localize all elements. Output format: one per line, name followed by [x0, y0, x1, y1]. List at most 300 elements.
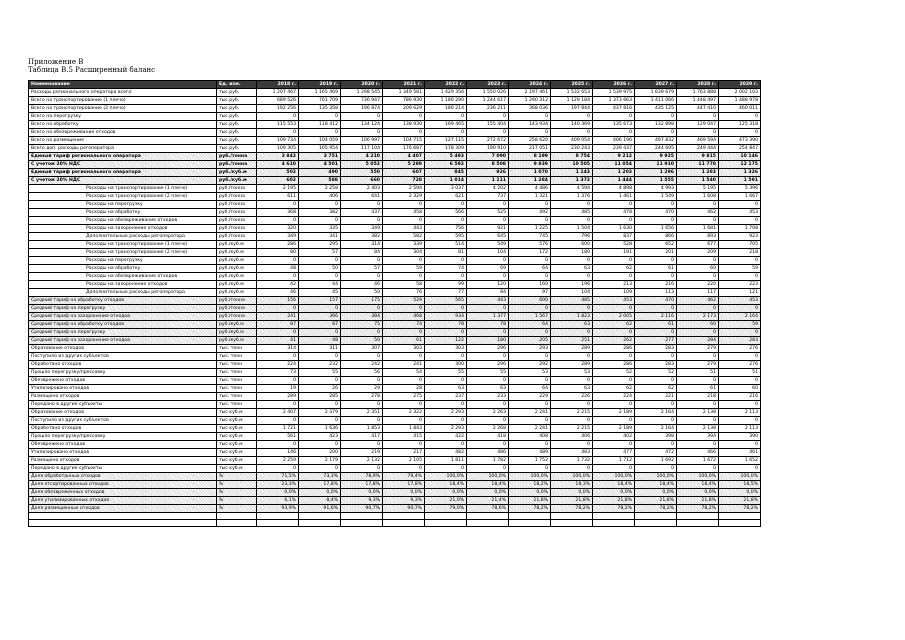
- row-unit: тыс.руб.: [217, 129, 257, 137]
- row-label: С учетом 20% НДС: [29, 177, 217, 185]
- cell-value: 0: [299, 305, 341, 313]
- cell-value: 74: [383, 321, 425, 329]
- row-label: Обработано отходов: [29, 425, 217, 433]
- cell-value: 5 195: [677, 185, 719, 193]
- cell-value: 460 011: [719, 105, 761, 113]
- cell-value: 0: [719, 377, 761, 385]
- row-label: Расходы на обработку: [29, 209, 217, 217]
- cell-value: 74: [425, 265, 467, 273]
- cell-value: 51: [719, 369, 761, 377]
- cell-value: 197 844: [551, 105, 593, 113]
- cell-value: 276: [719, 361, 761, 369]
- cell-value: 2 263: [467, 409, 509, 417]
- table-row: [29, 281, 761, 289]
- cell-value: 99: [425, 281, 467, 289]
- cell-value: 0: [467, 305, 509, 313]
- row-unit: тыс.руб.: [217, 145, 257, 153]
- cell-value: 1 532 653: [551, 89, 593, 97]
- row-label: Расходы на обезвреживание отходов: [29, 273, 217, 281]
- cell-value: 0: [467, 401, 509, 409]
- cell-value: 0: [299, 417, 341, 425]
- balance-table: [28, 80, 761, 527]
- cell-value: 0: [635, 377, 677, 385]
- cell-value: 0: [719, 441, 761, 449]
- cell-value: 0: [257, 329, 299, 337]
- table-row: [29, 129, 761, 137]
- empty-cell: [635, 520, 677, 527]
- cell-value: 190 910: [467, 145, 509, 153]
- cell-value: 6 592: [425, 161, 467, 169]
- table-row: [29, 441, 761, 449]
- cell-value: 368 036: [509, 105, 551, 113]
- cell-value: 258 620: [509, 137, 551, 145]
- column-header: 2027 г.: [635, 81, 677, 89]
- cell-value: 737: [467, 193, 509, 201]
- cell-value: 0: [593, 257, 635, 265]
- cell-value: 224: [257, 361, 299, 369]
- table-row: [29, 425, 761, 433]
- cell-value: 0: [551, 401, 593, 409]
- cell-value: 78: [467, 321, 509, 329]
- cell-value: 1 504: [551, 225, 593, 233]
- appendix-label: Приложение В: [28, 58, 84, 66]
- cell-value: 443: [467, 297, 509, 305]
- cell-value: 1 296: [635, 169, 677, 177]
- cell-value: 565: [425, 297, 467, 305]
- cell-value: 109 734: [257, 137, 299, 145]
- row-unit: руб./тонна: [217, 233, 257, 241]
- cell-value: 4 993: [635, 185, 677, 193]
- cell-value: 2 002 103: [719, 89, 761, 97]
- cell-value: 63: [551, 321, 593, 329]
- cell-value: 0,0%: [509, 489, 551, 497]
- cell-value: 7 090: [467, 153, 509, 161]
- cell-value: 180: [551, 249, 593, 257]
- cell-value: 1 811: [425, 457, 467, 465]
- row-unit: тыс. тонн: [217, 353, 257, 361]
- cell-value: 2 113: [719, 425, 761, 433]
- cell-value: 180 214: [425, 105, 467, 113]
- cell-value: 289: [551, 345, 593, 353]
- cell-value: 0: [257, 273, 299, 281]
- empty-cell: [551, 513, 593, 520]
- cell-value: 0: [551, 441, 593, 449]
- cell-value: 0,0%: [467, 489, 509, 497]
- cell-value: 0: [467, 257, 509, 265]
- cell-value: 1 111: [467, 177, 509, 185]
- cell-value: 289: [551, 361, 593, 369]
- cell-value: 339: [383, 241, 425, 249]
- cell-value: 62: [635, 385, 677, 393]
- cell-value: 2 241: [509, 425, 551, 433]
- cell-value: 62: [593, 321, 635, 329]
- cell-value: 275: [383, 393, 425, 401]
- cell-value: 78,2%: [509, 505, 551, 513]
- cell-value: 0: [719, 417, 761, 425]
- cell-value: 1 014: [425, 177, 467, 185]
- cell-value: 0: [467, 329, 509, 337]
- cell-value: 796: [551, 233, 593, 241]
- cell-value: 1 608: [677, 193, 719, 201]
- table-row: [29, 449, 761, 457]
- cell-value: 76: [383, 289, 425, 297]
- cell-value: 117 104: [341, 145, 383, 153]
- cell-value: 384: [341, 313, 383, 321]
- cell-value: 51: [677, 369, 719, 377]
- cell-value: 705: [719, 241, 761, 249]
- cell-value: 1 461: [593, 193, 635, 201]
- cell-value: 100,0%: [551, 473, 593, 481]
- row-label: Поступило из других субъектов: [29, 417, 217, 425]
- cell-value: 485: [551, 209, 593, 217]
- cell-value: 1 165 469: [299, 89, 341, 97]
- cell-value: 230 243: [551, 145, 593, 153]
- cell-value: 600: [509, 297, 551, 305]
- cell-value: 249 444: [677, 145, 719, 153]
- cell-value: 335: [299, 225, 341, 233]
- cell-value: 0: [677, 377, 719, 385]
- cell-value: 4 210: [341, 153, 383, 161]
- cell-value: 1 129 184: [551, 97, 593, 105]
- cell-value: 2 116: [635, 313, 677, 321]
- cell-value: 528: [593, 241, 635, 249]
- row-label: Расходы на транспортирование (1 плечо): [29, 185, 217, 193]
- row-label: Средний тариф на обработку отходов: [29, 321, 217, 329]
- cell-value: 93,9%: [257, 505, 299, 513]
- cell-value: 97: [509, 289, 551, 297]
- table-row: [29, 377, 761, 385]
- cell-value: 100,0%: [593, 473, 635, 481]
- row-unit: тыс.руб.: [217, 97, 257, 105]
- cell-value: 1 555: [635, 177, 677, 185]
- empty-cell: [257, 513, 299, 520]
- cell-value: 196: [551, 281, 593, 289]
- cell-value: 588: [299, 177, 341, 185]
- cell-value: 1 823: [551, 313, 593, 321]
- row-unit: тыс.руб.: [217, 89, 257, 97]
- cell-value: 0: [509, 217, 551, 225]
- row-unit: тыс.куб.м: [217, 457, 257, 465]
- table-row: [29, 409, 761, 417]
- cell-value: 437: [341, 209, 383, 217]
- cell-value: 0: [551, 201, 593, 209]
- table-row: [29, 265, 761, 273]
- row-unit: руб./тонна: [217, 313, 257, 321]
- cell-value: 866: [635, 233, 677, 241]
- table-row: [29, 233, 761, 241]
- cell-value: 78,2%: [677, 505, 719, 513]
- cell-value: 408: [509, 433, 551, 441]
- cell-value: 4 486: [509, 185, 551, 193]
- column-header: Наименование: [29, 81, 217, 89]
- cell-value: 18,4%: [593, 481, 635, 489]
- cell-value: 0: [635, 417, 677, 425]
- cell-value: 127 115: [425, 137, 467, 145]
- table-row: [29, 89, 761, 97]
- row-label: Всего на транспортирование (1 плечо): [29, 97, 217, 105]
- row-unit: %: [217, 481, 257, 489]
- cell-value: 1 782: [467, 457, 509, 465]
- cell-value: 2 258: [299, 185, 341, 193]
- cell-value: 0: [467, 417, 509, 425]
- row-label: Доля размещенных отходов: [29, 505, 217, 513]
- table-caption: Таблица В.5 Расширенный баланс: [28, 66, 156, 74]
- cell-value: 276: [719, 345, 761, 353]
- cell-value: 9 839: [509, 161, 551, 169]
- cell-value: 0: [467, 353, 509, 361]
- cell-value: 2 322: [383, 409, 425, 417]
- cell-value: 63: [425, 385, 467, 393]
- row-label: Утилизировано отходов: [29, 385, 217, 393]
- cell-value: 125 318: [719, 121, 761, 129]
- row-label: Расходы на захоронение отходов: [29, 281, 217, 289]
- cell-value: 209: [677, 249, 719, 257]
- row-label: Доля отсортированных отходов: [29, 481, 217, 489]
- cell-value: 689 526: [257, 97, 299, 105]
- cell-value: 2 379: [299, 409, 341, 417]
- cell-value: 196 874: [341, 105, 383, 113]
- cell-value: 0: [635, 465, 677, 473]
- column-header: 2018 г.: [257, 81, 299, 89]
- cell-value: 283: [635, 345, 677, 353]
- cell-value: 0,0%: [635, 489, 677, 497]
- table-row: [29, 169, 761, 177]
- cell-value: 169 465: [425, 121, 467, 129]
- cell-value: 62: [593, 265, 635, 273]
- cell-value: 0: [341, 377, 383, 385]
- cell-value: 78,6%: [467, 505, 509, 513]
- cell-value: 482: [425, 449, 467, 457]
- cell-value: 641: [341, 193, 383, 201]
- cell-value: 100,0%: [719, 473, 761, 481]
- cell-value: 0: [425, 329, 467, 337]
- cell-value: 9 815: [677, 153, 719, 161]
- cell-value: 1 326: [719, 169, 761, 177]
- cell-value: 213: [593, 281, 635, 289]
- cell-value: 1 667: [719, 193, 761, 201]
- cell-value: 0: [509, 401, 551, 409]
- cell-value: 160: [509, 281, 551, 289]
- cell-value: 178 309: [425, 145, 467, 153]
- cell-value: 157: [299, 297, 341, 305]
- cell-value: 104: [551, 289, 593, 297]
- cell-value: 201: [635, 249, 677, 257]
- cell-value: 1 244 617: [467, 97, 509, 105]
- cell-value: 660: [341, 177, 383, 185]
- cell-value: 23,3%: [257, 481, 299, 489]
- cell-value: 0: [425, 401, 467, 409]
- cell-value: 17,8%: [341, 481, 383, 489]
- table-row: [29, 497, 761, 505]
- cell-value: 52: [635, 369, 677, 377]
- cell-value: 0: [719, 201, 761, 209]
- cell-value: 10 505: [551, 161, 593, 169]
- cell-value: 0: [635, 113, 677, 121]
- table-row: [29, 145, 761, 153]
- cell-value: 57: [299, 249, 341, 257]
- cell-value: 0: [341, 329, 383, 337]
- table-row: [29, 241, 761, 249]
- cell-value: 60: [677, 321, 719, 329]
- cell-value: 2 132: [341, 457, 383, 465]
- empty-row: [29, 520, 761, 527]
- cell-value: 9,3%: [383, 497, 425, 505]
- column-header: 2029 г.: [719, 81, 761, 89]
- cell-value: 1 290 312: [509, 97, 551, 105]
- cell-value: 349: [341, 225, 383, 233]
- table-row: [29, 321, 761, 329]
- cell-value: 0: [425, 129, 467, 137]
- cell-value: 923: [719, 233, 761, 241]
- cell-value: 1 284: [509, 177, 551, 185]
- cell-value: 0: [593, 377, 635, 385]
- cell-value: 489: [509, 449, 551, 457]
- row-label: Дополнительные расходы регоператора: [29, 233, 217, 241]
- cell-value: 115 553: [257, 121, 299, 129]
- cell-value: 0: [341, 465, 383, 473]
- cell-value: 8 508: [467, 161, 509, 169]
- cell-value: 90,7%: [341, 505, 383, 513]
- cell-value: 221: [635, 393, 677, 401]
- cell-value: 0: [509, 465, 551, 473]
- row-label: Образование отходов: [29, 409, 217, 417]
- cell-value: 109 305: [257, 145, 299, 153]
- cell-value: 786 930: [383, 97, 425, 105]
- row-unit: %: [217, 489, 257, 497]
- cell-value: 0: [593, 329, 635, 337]
- cell-value: 71,5%: [257, 473, 299, 481]
- row-label: Расходы на транспортирование (1 плечо): [29, 241, 217, 249]
- row-label: Доля обезвреженных отходов: [29, 489, 217, 497]
- cell-value: 1 539 975: [593, 89, 635, 97]
- cell-value: 0: [299, 201, 341, 209]
- table-row: [29, 457, 761, 465]
- cell-value: 0: [635, 401, 677, 409]
- cell-value: 278: [341, 393, 383, 401]
- cell-value: 55: [467, 369, 509, 377]
- cell-value: 1 448 497: [677, 97, 719, 105]
- cell-value: 607: [383, 169, 425, 177]
- cell-value: 46: [341, 281, 383, 289]
- cell-value: 0: [257, 401, 299, 409]
- cell-value: 1 180 290: [425, 97, 467, 105]
- column-header: 2024 г.: [509, 81, 551, 89]
- cell-value: 295: [299, 241, 341, 249]
- cell-value: 5 289: [383, 161, 425, 169]
- cell-value: 87: [299, 321, 341, 329]
- table-row: [29, 353, 761, 361]
- cell-value: 368: [257, 209, 299, 217]
- cell-value: 0,0%: [299, 489, 341, 497]
- cell-value: 0: [635, 257, 677, 265]
- cell-value: 200: [299, 449, 341, 457]
- cell-value: 1 298 545: [341, 89, 383, 97]
- cell-value: 0: [635, 273, 677, 281]
- empty-cell: [593, 513, 635, 520]
- cell-value: 18,4%: [425, 481, 467, 489]
- row-label: Средний тариф на перегрузку: [29, 305, 217, 313]
- cell-value: 0: [341, 441, 383, 449]
- cell-value: 0: [257, 201, 299, 209]
- cell-value: 1 567: [509, 313, 551, 321]
- cell-value: 2 407: [257, 409, 299, 417]
- cell-value: 9 925: [635, 153, 677, 161]
- cell-value: 0: [341, 257, 383, 265]
- cell-value: 0: [677, 465, 719, 473]
- row-unit: руб./тонна: [217, 201, 257, 209]
- cell-value: 1 429 356: [425, 89, 467, 97]
- cell-value: 0: [719, 353, 761, 361]
- cell-value: 0: [593, 353, 635, 361]
- cell-value: 0: [509, 377, 551, 385]
- cell-value: 415: [383, 433, 425, 441]
- cell-value: 490: [299, 169, 341, 177]
- cell-value: 0: [299, 273, 341, 281]
- cell-value: 80: [257, 249, 299, 257]
- cell-value: 2 293: [425, 409, 467, 417]
- table-row: [29, 289, 761, 297]
- cell-value: 1 283: [677, 169, 719, 177]
- row-unit: тыс. тонн: [217, 385, 257, 393]
- cell-value: 69: [467, 265, 509, 273]
- cell-value: 61: [635, 321, 677, 329]
- cell-value: 1 143: [551, 169, 593, 177]
- cell-value: 140 369: [551, 121, 593, 129]
- cell-value: 0: [425, 441, 467, 449]
- cell-value: 229: [509, 393, 551, 401]
- row-unit: руб./тонна: [217, 161, 257, 169]
- column-header: 2025 г.: [551, 81, 593, 89]
- row-unit: руб./куб.м: [217, 289, 257, 297]
- table-row: [29, 273, 761, 281]
- table-row: [29, 393, 761, 401]
- cell-value: 262: [593, 337, 635, 345]
- row-label: Расходы на транспортирование (2 плечо): [29, 193, 217, 201]
- cell-value: 109: [593, 289, 635, 297]
- empty-cell: [341, 513, 383, 520]
- cell-value: 18,4%: [635, 481, 677, 489]
- row-unit: руб./тонна: [217, 217, 257, 225]
- cell-value: 54: [383, 369, 425, 377]
- cell-value: 0,0%: [593, 489, 635, 497]
- cell-value: 736 947: [341, 97, 383, 105]
- cell-value: 921: [467, 225, 509, 233]
- cell-value: 1 540: [677, 177, 719, 185]
- cell-value: 226: [551, 393, 593, 401]
- cell-value: 0: [299, 129, 341, 137]
- cell-value: 21,0%: [425, 497, 467, 505]
- cell-value: 289: [257, 393, 299, 401]
- cell-value: 239 437: [593, 145, 635, 153]
- table-row: [29, 105, 761, 113]
- cell-value: 462: [677, 297, 719, 305]
- cell-value: 478: [593, 209, 635, 217]
- cell-value: 10 146: [719, 153, 761, 161]
- cell-value: 0: [383, 329, 425, 337]
- cell-value: 595: [425, 233, 467, 241]
- cell-value: 468: [383, 313, 425, 321]
- cell-value: 453: [593, 297, 635, 305]
- cell-value: 29: [341, 385, 383, 393]
- cell-value: 100,0%: [677, 473, 719, 481]
- empty-cell: [299, 520, 341, 527]
- cell-value: 18,5%: [719, 481, 761, 489]
- cell-value: 78,9%: [341, 473, 383, 481]
- cell-value: 172: [509, 249, 551, 257]
- row-unit: руб./куб.м: [217, 265, 257, 273]
- empty-cell: [425, 520, 467, 527]
- cell-value: 143 934: [509, 121, 551, 129]
